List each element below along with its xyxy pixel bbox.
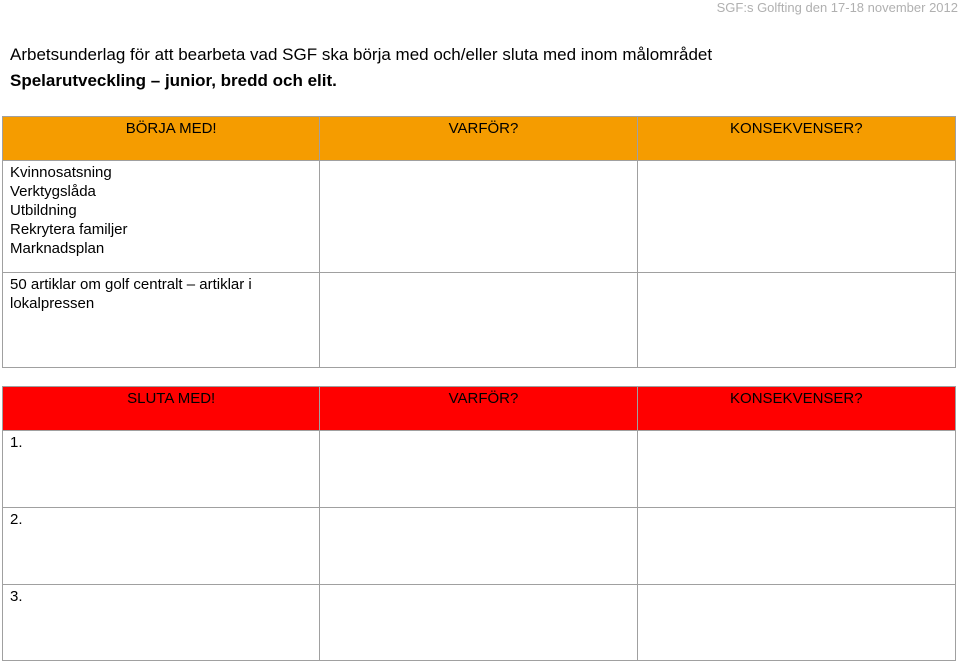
stop-row — [3, 585, 956, 661]
header-varfor: VARFÖR? — [448, 390, 519, 407]
intro-subtitle: Spelarutveckling – junior, bredd och elit. — [10, 71, 337, 90]
stop-table — [2, 386, 956, 661]
start-consequence-cell[interactable] — [637, 273, 955, 368]
stop-header-cell — [3, 387, 320, 431]
start-why-cell[interactable] — [320, 161, 637, 273]
stop-row — [3, 508, 956, 585]
stop-consequence-cell[interactable] — [637, 508, 955, 585]
start-table — [2, 116, 956, 368]
stop-header-row — [3, 387, 956, 431]
start-row — [3, 273, 956, 368]
stop-why-cell[interactable] — [320, 585, 637, 661]
start-header-cell — [320, 117, 637, 161]
list-item: Rekrytera familjer — [10, 221, 128, 238]
stop-why-cell[interactable] — [320, 508, 637, 585]
header-borja-med: BÖRJA MED! — [125, 120, 217, 137]
list-item: Kvinnosatsning — [10, 164, 112, 181]
header-sluta-med: SLUTA MED! — [127, 390, 216, 407]
header-varfor: VARFÖR? — [448, 120, 519, 137]
stop-header-cell — [637, 387, 955, 431]
stop-consequence-cell[interactable] — [637, 431, 955, 508]
stop-row — [3, 431, 956, 508]
page-header-note: SGF:s Golfting den 17-18 november 2012 — [716, 0, 958, 15]
stop-why-cell[interactable] — [320, 431, 637, 508]
start-header-cell — [637, 117, 955, 161]
stop-header-cell — [320, 387, 637, 431]
start-consequence-cell[interactable] — [637, 161, 955, 273]
list-item: Marknadsplan — [10, 240, 105, 257]
start-items-cell — [3, 161, 320, 273]
intro-text: Arbetsunderlag för att bearbeta vad SGF ska börja med och/eller sluta med inom målområdet — [10, 45, 713, 64]
start-note-cell — [3, 273, 320, 368]
start-header-cell — [3, 117, 320, 161]
start-why-cell[interactable] — [320, 273, 637, 368]
row-number: 3. — [3, 585, 320, 661]
list-item: Verktygslåda — [10, 183, 96, 200]
list-item: Utbildning — [10, 202, 77, 219]
row-number: 1. — [3, 431, 320, 508]
start-row — [3, 161, 956, 273]
header-konsekvenser: KONSEKVENSER? — [730, 390, 863, 407]
note-text: 50 artiklar om golf centralt – artiklar i lokalpressen — [10, 276, 252, 312]
header-konsekvenser: KONSEKVENSER? — [730, 120, 863, 137]
start-header-row — [3, 117, 956, 161]
row-number: 2. — [3, 508, 320, 585]
stop-consequence-cell[interactable] — [637, 585, 955, 661]
